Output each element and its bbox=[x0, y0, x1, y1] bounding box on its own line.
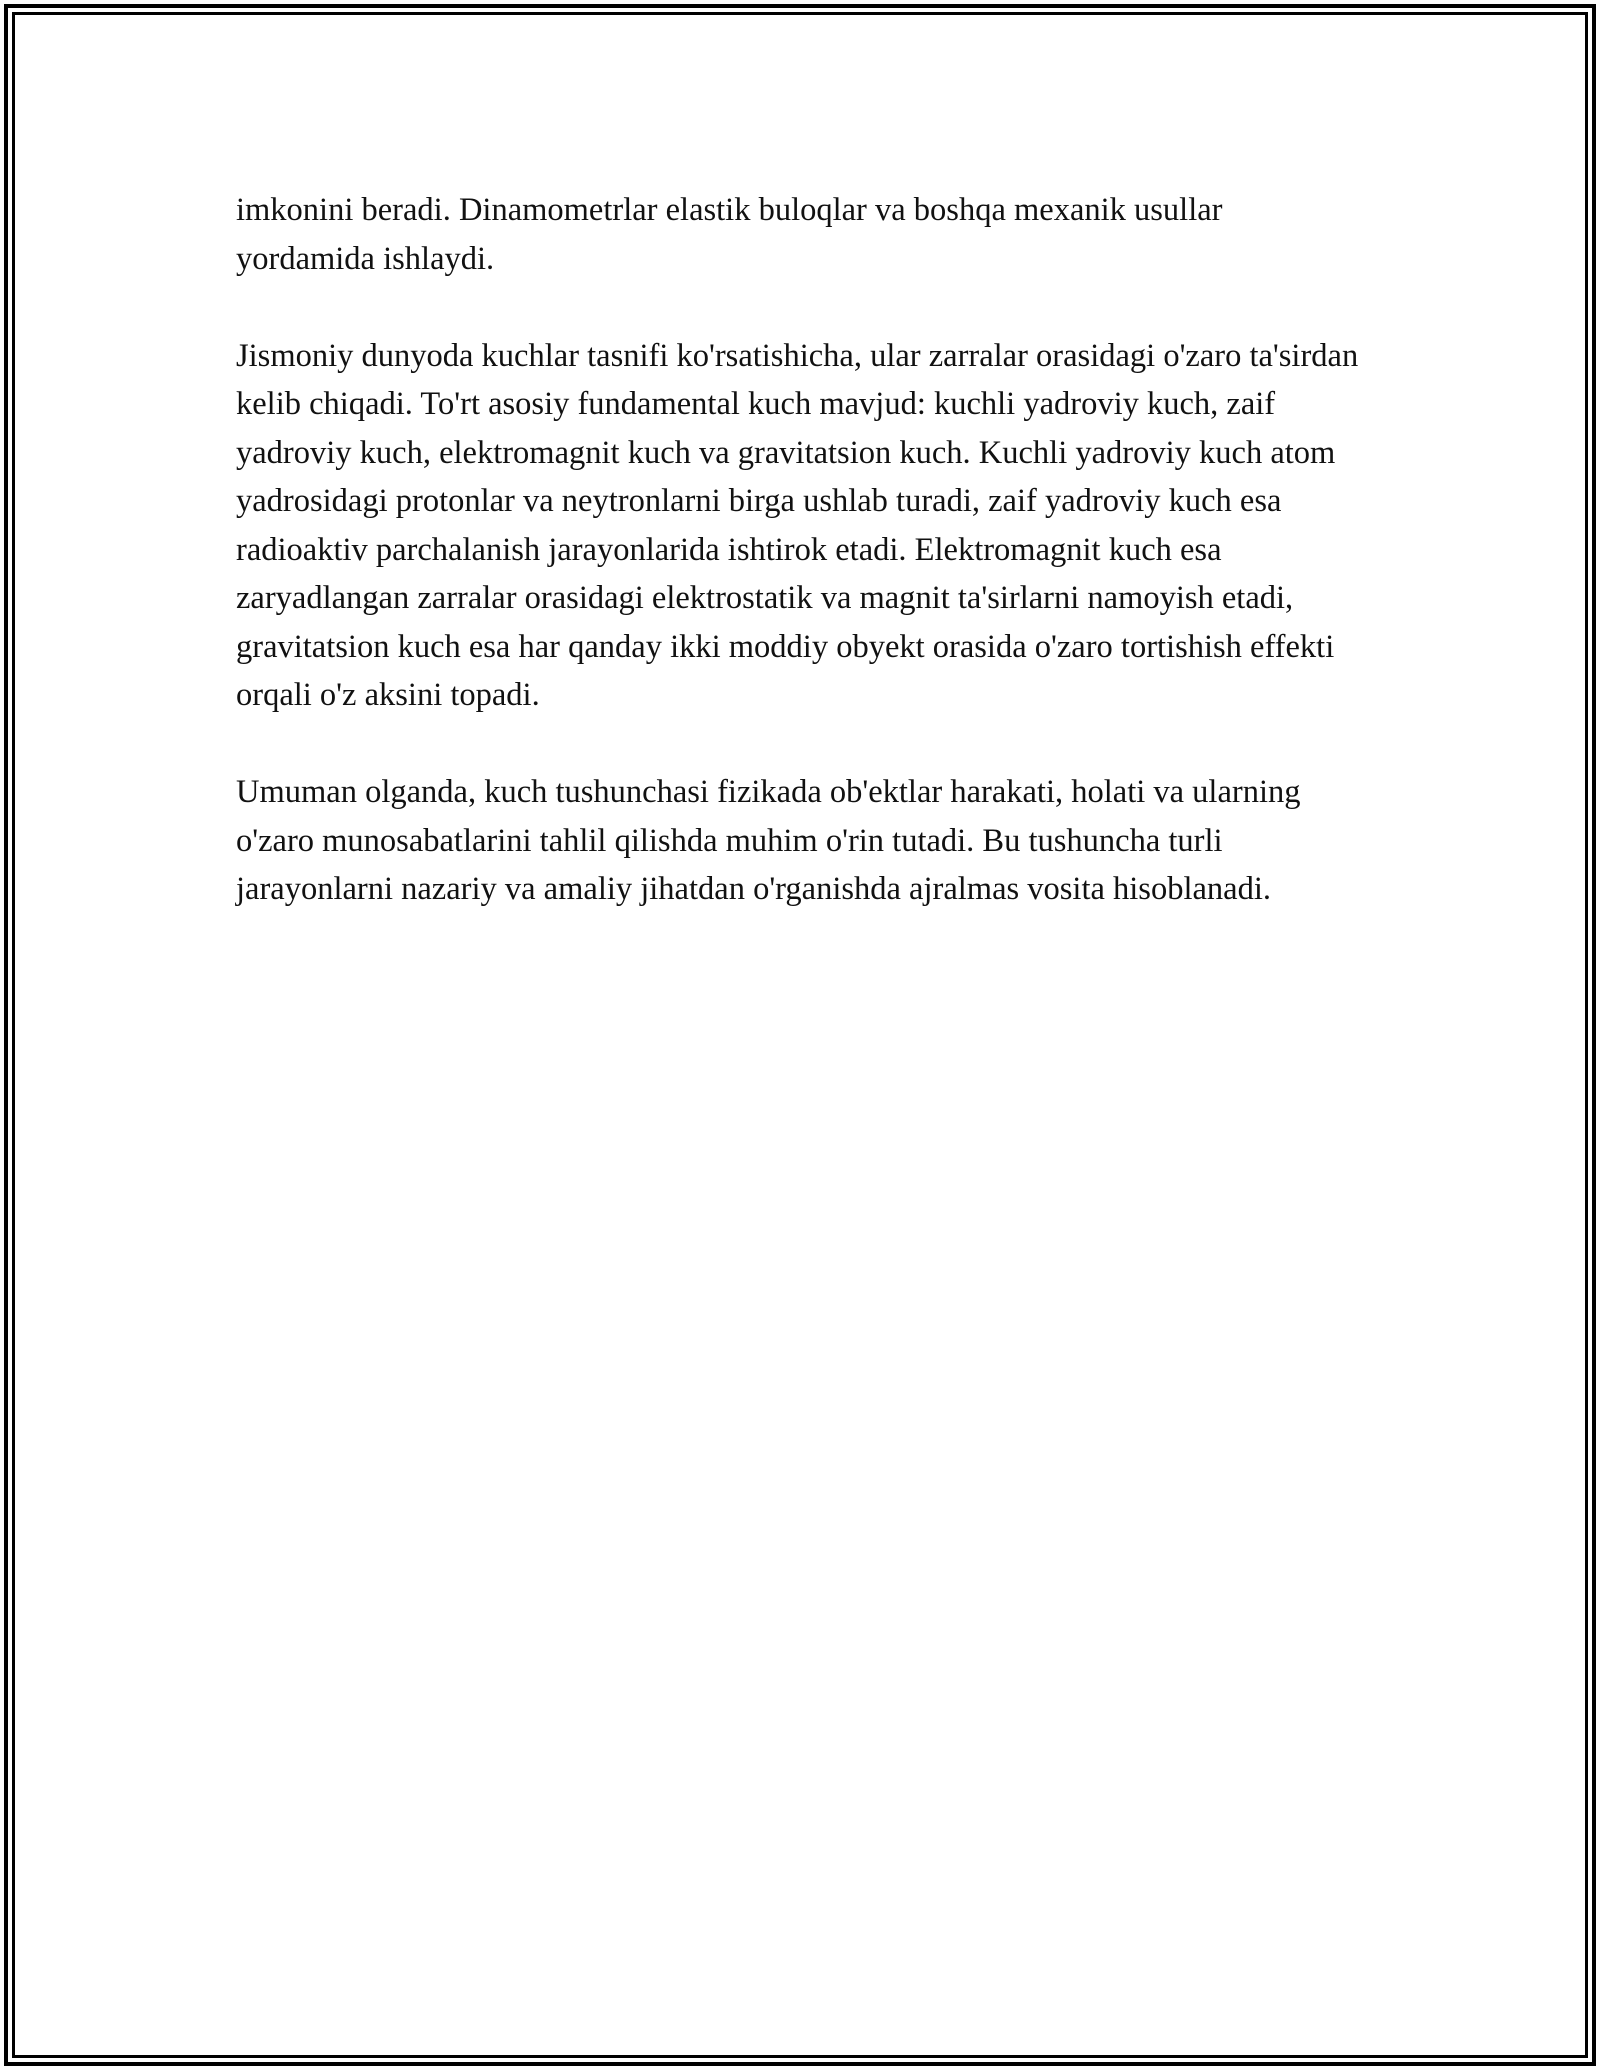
paragraph-1: imkonini beradi. Dinamometrlar elastik buloqlar va boshqa mexanik usullar yordamida ishlaydi. bbox=[236, 192, 1223, 277]
document-body bbox=[236, 186, 1366, 962]
paragraph-3: Umuman olganda, kuch tushunchasi fizikada ob'ektlar harakati, holati va ularning o'zaro munosabatlarini tahlil qilishda muhim o'rin tutadi. Bu tushuncha turli jarayonlarni nazariy va amaliy jihatdan o'rganishda ajralmas vosita hisoblanadi. bbox=[236, 774, 1301, 907]
paragraph-2: Jismoniy dunyoda kuchlar tasnifi ko'rsatishicha, ular zarralar orasidagi o'zaro ta'sirdan kelib chiqadi. To'rt asosiy fundamental kuch mavjud: kuchli yadroviy kuch, zaif yadroviy kuch, elektromagnit kuch va gravitatsion kuch. Kuchli yadroviy kuch atom yadrosidagi protonlar va neytronlarni birga ushlab turadi, zaif yadroviy kuch esa radioaktiv parchalanish jarayonlarida ishtirok etadi. Elektromagnit kuch esa zaryadlangan zarralar orasidagi elektrostatik va magnit ta'sirlarni namoyish etadi, gravitatsion kuch esa har qanday ikki moddiy obyekt orasida o'zaro tortishish effekti orqali o'z aksini topadi. bbox=[236, 337, 1359, 713]
